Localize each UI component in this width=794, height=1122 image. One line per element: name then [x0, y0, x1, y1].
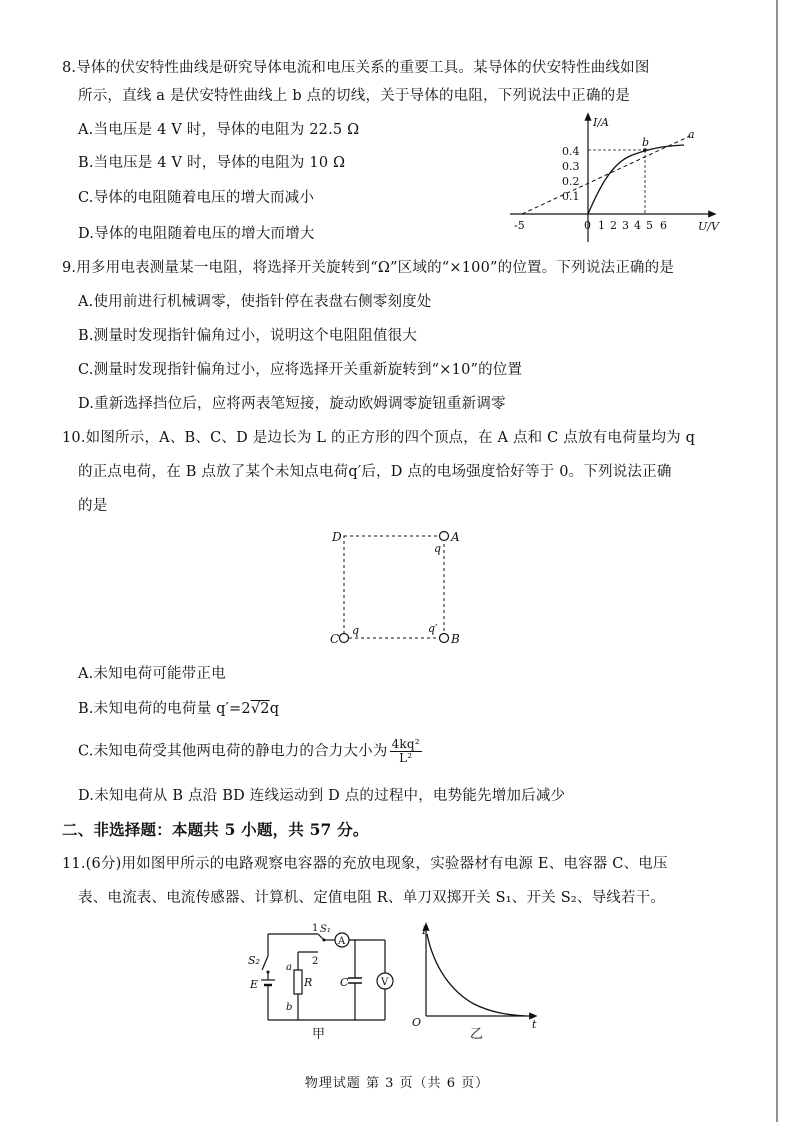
q10-option-b-suffix: q	[269, 701, 280, 717]
vertex-c-label: C	[330, 632, 340, 646]
x-tick-3: 3	[622, 219, 629, 232]
y-tick-0.1: 0.1	[562, 190, 580, 203]
charge-a	[440, 532, 449, 541]
i-axis-label: I	[422, 924, 427, 937]
q8-option-b: B.当电压是 4 V 时，导体的电阻为 10 Ω	[78, 155, 346, 171]
figure-jia-caption: 甲	[312, 1027, 326, 1042]
page-edge-shadow	[776, 0, 778, 1122]
vertex-d-label: D	[332, 530, 342, 544]
x-tick-2: 2	[610, 219, 617, 232]
q8-stem-line1: 8.导体的伏安特性曲线是研究导体电流和电压关系的重要工具。某导体的伏安特性曲线如图	[62, 60, 650, 76]
x-tick-0: 0	[584, 219, 591, 232]
charge-c-label: q	[352, 624, 360, 637]
x-axis-label: U/V	[698, 220, 719, 233]
discharge-curve	[427, 934, 526, 1016]
x-tick-5: 5	[646, 219, 653, 232]
q10-option-b-radical: √2	[250, 701, 270, 717]
q9-stem: 9.用多用电表测量某一电阻，将选择开关旋转到“Ω”区域的“×100”的位置。下列说法正确的是	[62, 260, 675, 276]
q9-option-a: A.使用前进行机械调零，使指针停在表盘右侧零刻度处	[78, 294, 432, 310]
vertex-b-label: B	[451, 632, 460, 646]
q8-option-a: A.当电压是 4 V 时，导体的电阻为 22.5 Ω	[78, 122, 360, 138]
iu-curve	[588, 145, 684, 214]
q10-option-c-prefix: C.未知电荷受其他两电荷的静电力的合力大小为	[78, 743, 388, 760]
q9-option-d: D.重新选择挡位后，应将两表笔短接，旋动欧姆调零旋钮重新调零	[78, 396, 506, 412]
switch-s2	[262, 956, 268, 970]
x-tick-6: 6	[660, 219, 667, 232]
origin-label: O	[412, 1016, 422, 1029]
node-a-label: a	[286, 962, 292, 973]
vertex-a-label: A	[451, 530, 460, 544]
fraction-numerator: 4kq²	[391, 737, 420, 751]
page-footer: 物理试题 第 3 页（共 6 页）	[304, 1076, 490, 1091]
x-tick-neg5: -5	[514, 219, 525, 232]
figure-yi-caption: 乙	[470, 1027, 484, 1042]
charge-b	[440, 634, 449, 643]
q10-option-a: A.未知电荷可能带正电	[78, 666, 226, 682]
q8-option-c: C.导体的电阻随着电压的增大而减小	[78, 190, 315, 206]
q10-option-b-prefix: B.未知电荷的电荷量 q′=2	[78, 701, 251, 717]
c-label: C	[340, 976, 349, 989]
it-discharge-graph	[404, 920, 544, 1042]
y-tick-0.2: 0.2	[562, 175, 580, 188]
x-tick-4: 4	[634, 219, 641, 232]
iu-characteristic-graph	[500, 108, 720, 248]
fraction-denominator: L²	[399, 751, 413, 765]
node-b-label: b	[286, 1002, 293, 1013]
section-2-title: 二、非选择题：本题共 5 小题，共 57 分。	[62, 820, 369, 839]
t-axis-label: t	[532, 1018, 537, 1031]
point-b-label: b	[642, 136, 650, 149]
y-tick-0.3: 0.3	[562, 160, 580, 173]
charge-c	[340, 634, 349, 643]
circuit-diagram	[240, 920, 400, 1042]
s1-label: S₁	[320, 924, 331, 935]
q10-option-b	[78, 699, 279, 719]
q8-stem-line2: 所示，直线 a 是伏安特性曲线上 b 点的切线，关于导体的电阻，下列说法中正确的是	[78, 88, 631, 104]
charge-b-label: q′	[428, 622, 438, 635]
q9-option-c: C.测量时发现指针偏角过小，应将选择开关重新旋转到“×10”的位置	[78, 362, 523, 378]
y-tick-0.4: 0.4	[562, 145, 580, 158]
voltmeter-label: V	[381, 977, 389, 988]
terminal-2-label: 2	[312, 956, 319, 967]
q8-option-d: D.导体的电阻随着电压的增大而增大	[78, 226, 315, 242]
q10-option-c-fraction	[390, 738, 422, 765]
x-tick-1: 1	[598, 219, 605, 232]
tangent-line-a	[522, 136, 690, 214]
q10-stem-line1: 10.如图所示，A、B、C、D 是边长为 L 的正方形的四个顶点，在 A 点和 C 点放有电荷量均为 q	[62, 430, 696, 446]
s2-label: S₂	[248, 954, 260, 967]
q10-stem-line2: 的正点电荷，在 B 点放了某个未知点电荷q′后，D 点的电场强度恰好等于 0。下列说法正确	[78, 464, 672, 480]
resistor-r	[294, 970, 302, 994]
q9-option-b: B.测量时发现指针偏角过小，说明这个电阻阻值很大	[78, 328, 418, 344]
e-label: E	[250, 978, 259, 991]
ammeter-label: A	[338, 936, 346, 947]
charge-a-label: q	[434, 542, 442, 555]
y-axis-label: I/A	[593, 116, 609, 129]
tangent-line-label: a	[688, 128, 695, 141]
square-charge-figure	[320, 524, 470, 654]
q11-stem-line1: 11.(6分)用如图甲所示的电路观察电容器的充放电现象，实验器材有电源 E、电容器 C、电压	[62, 856, 668, 872]
q11-stem-line2: 表、电流表、电流传感器、计算机、定值电阻 R、单刀双掷开关 S₁、开关 S₂、导线若干。	[78, 890, 666, 906]
q10-option-d: D.未知电荷从 B 点沿 BD 连线运动到 D 点的过程中，电势能先增加后减少	[78, 788, 566, 804]
terminal-1-label: 1	[312, 923, 319, 934]
q10-option-c	[78, 738, 422, 765]
r-label: R	[304, 976, 313, 989]
q10-stem-line3: 的是	[78, 498, 108, 514]
